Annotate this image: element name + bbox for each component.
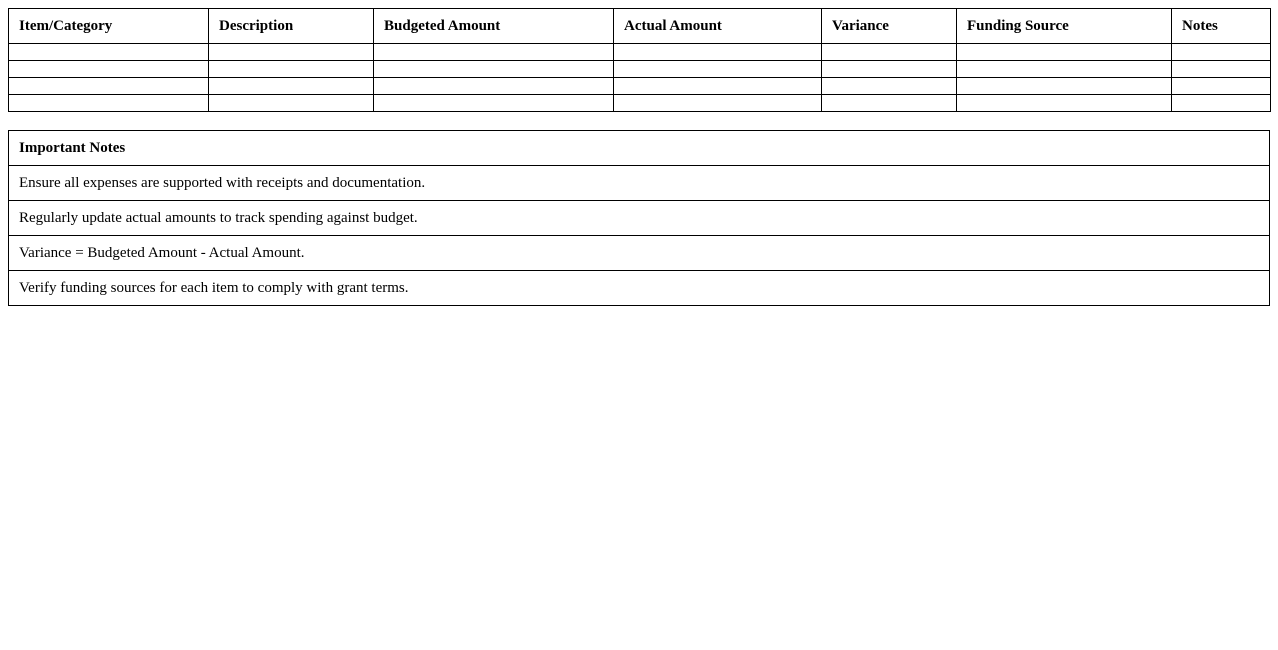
note-item: Verify funding sources for each item to comply with grant terms. bbox=[9, 271, 1270, 306]
table-row bbox=[9, 44, 1271, 61]
table-cell[interactable] bbox=[614, 44, 822, 61]
notes-title: Important Notes bbox=[9, 131, 1270, 166]
table-cell[interactable] bbox=[1172, 61, 1271, 78]
note-row bbox=[9, 201, 1270, 236]
budget-header-row bbox=[9, 9, 1271, 44]
table-cell[interactable] bbox=[9, 44, 209, 61]
table-cell[interactable] bbox=[1172, 78, 1271, 95]
table-cell[interactable] bbox=[374, 44, 614, 61]
budget-table bbox=[8, 8, 1271, 112]
column-header-item-category: Item/Category bbox=[9, 9, 209, 44]
column-header-funding-source: Funding Source bbox=[957, 9, 1172, 44]
table-cell[interactable] bbox=[614, 95, 822, 112]
note-item: Regularly update actual amounts to track spending against budget. bbox=[9, 201, 1270, 236]
table-row bbox=[9, 78, 1271, 95]
table-cell[interactable] bbox=[822, 44, 957, 61]
table-cell[interactable] bbox=[374, 95, 614, 112]
column-header-notes: Notes bbox=[1172, 9, 1271, 44]
table-cell[interactable] bbox=[209, 61, 374, 78]
note-row bbox=[9, 236, 1270, 271]
table-cell[interactable] bbox=[209, 78, 374, 95]
table-cell[interactable] bbox=[614, 61, 822, 78]
notes-header-row bbox=[9, 131, 1270, 166]
table-cell[interactable] bbox=[9, 61, 209, 78]
table-row bbox=[9, 95, 1271, 112]
table-cell[interactable] bbox=[957, 95, 1172, 112]
table-cell[interactable] bbox=[957, 61, 1172, 78]
table-cell[interactable] bbox=[209, 95, 374, 112]
column-header-variance: Variance bbox=[822, 9, 957, 44]
note-item: Ensure all expenses are supported with receipts and documentation. bbox=[9, 166, 1270, 201]
table-cell[interactable] bbox=[209, 44, 374, 61]
note-item: Variance = Budgeted Amount - Actual Amount. bbox=[9, 236, 1270, 271]
table-cell[interactable] bbox=[822, 78, 957, 95]
table-cell[interactable] bbox=[957, 44, 1172, 61]
table-cell[interactable] bbox=[374, 61, 614, 78]
column-header-description: Description bbox=[209, 9, 374, 44]
table-cell[interactable] bbox=[9, 95, 209, 112]
table-cell[interactable] bbox=[822, 95, 957, 112]
note-row bbox=[9, 166, 1270, 201]
column-header-budgeted-amount: Budgeted Amount bbox=[374, 9, 614, 44]
table-cell[interactable] bbox=[822, 61, 957, 78]
column-header-actual-amount: Actual Amount bbox=[614, 9, 822, 44]
important-notes-table bbox=[8, 130, 1270, 306]
table-cell[interactable] bbox=[1172, 44, 1271, 61]
table-cell[interactable] bbox=[374, 78, 614, 95]
note-row bbox=[9, 271, 1270, 306]
table-cell[interactable] bbox=[1172, 95, 1271, 112]
table-cell[interactable] bbox=[957, 78, 1172, 95]
table-cell[interactable] bbox=[614, 78, 822, 95]
table-cell[interactable] bbox=[9, 78, 209, 95]
table-row bbox=[9, 61, 1271, 78]
